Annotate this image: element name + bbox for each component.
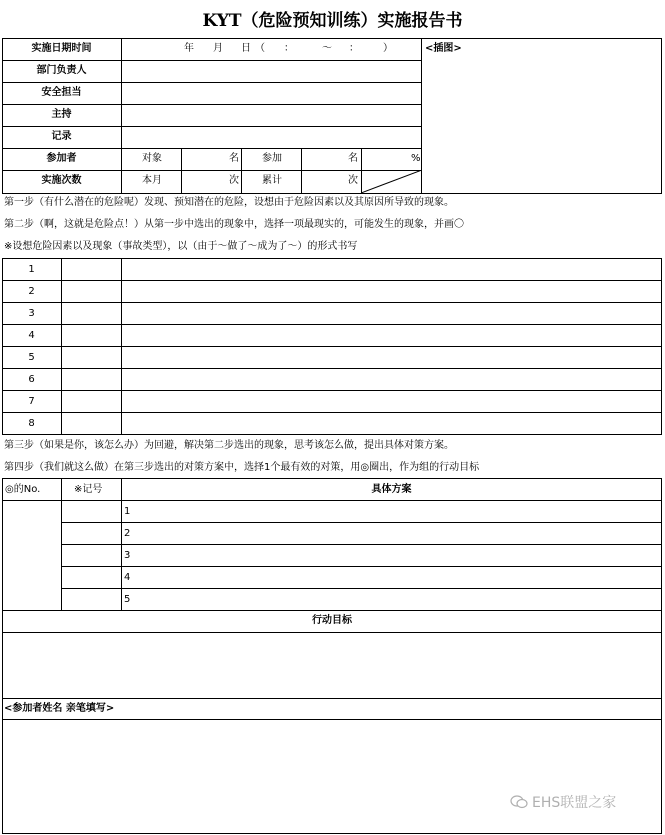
- hazard-row-number: 3: [28, 308, 35, 319]
- safety-officer-label: 安全担当: [41, 87, 82, 98]
- measures-col-mark: ※记号: [74, 484, 103, 495]
- target-label: 对象: [142, 153, 162, 164]
- date-day: 日: [241, 43, 251, 54]
- step2-note: ※设想危险因素以及现象（事故类型），以（由于～做了～成为了～）的形式书写: [4, 241, 358, 252]
- this-month-label: 本月: [142, 175, 162, 186]
- date-month: 月: [213, 43, 223, 54]
- report-title: KYT（危险预知训练）实施报告书: [202, 11, 463, 31]
- step2-text: 第二步（啊，这就是危险点！）从第一步中选出的现象中，选择一项最现实的，可能发生的现象，并画〇: [4, 219, 464, 230]
- watermark: [510, 792, 616, 812]
- measures-col-plan: 具体方案: [371, 484, 412, 495]
- dept-head-label: 部门负责人: [36, 65, 87, 76]
- measure-row-number: 5: [124, 594, 131, 605]
- illustration-label: <插图>: [425, 43, 462, 54]
- hazard-row-number: 8: [28, 418, 35, 429]
- signature-label: <参加者姓名 亲笔填写>: [4, 703, 115, 714]
- times-unit-2: 次: [348, 175, 358, 186]
- record-label: 记录: [51, 131, 72, 142]
- date-paren-close: ）: [383, 43, 393, 54]
- date-colon-1: ：: [284, 43, 294, 54]
- date-year: 年: [184, 43, 194, 54]
- participants-label: 参加者: [46, 153, 77, 164]
- step3-text: 第三步（如果是你，该怎么办）为回避，解决第二步选出的现象，思考该怎么做，提出具体对策方案。: [4, 440, 454, 451]
- date-label: 实施日期时间: [31, 43, 92, 54]
- host-label: 主持: [51, 109, 72, 120]
- step1-text: 第一步（有什么潜在的危险呢）发现、预知潜在的危险，设想由于危险因素以及其原因所导致的现象。: [4, 197, 454, 208]
- hazard-row-number: 4: [28, 330, 35, 341]
- measure-row-number: 2: [124, 528, 131, 539]
- attend-label: 参加: [262, 153, 282, 164]
- hazard-row-number: 6: [28, 374, 35, 385]
- person-unit-1: 名: [229, 153, 239, 164]
- percent-sign: %: [411, 153, 421, 164]
- chat-bubble-icon: [510, 795, 528, 809]
- measure-row-number: 3: [124, 550, 131, 561]
- measure-row-number: 1: [124, 506, 131, 517]
- date-tilde: ～: [322, 43, 332, 54]
- date-paren-open: （: [255, 43, 265, 54]
- cumulative-label: 累计: [262, 175, 282, 186]
- watermark-text: EHS联盟之家: [532, 795, 617, 811]
- hazard-row-number: 7: [28, 396, 35, 407]
- action-goal-label: 行动目标: [312, 615, 352, 626]
- diagonal-strike: [361, 170, 422, 193]
- hazard-row-number: 1: [28, 264, 35, 275]
- measure-row-number: 4: [124, 572, 131, 583]
- count-label: 实施次数: [41, 175, 82, 186]
- hazard-row-number: 5: [28, 352, 35, 363]
- measures-col-no: ◎的No.: [5, 484, 41, 495]
- person-unit-2: 名: [348, 153, 358, 164]
- times-unit-1: 次: [229, 175, 239, 186]
- date-colon-2: ：: [349, 43, 359, 54]
- hazard-row-number: 2: [28, 286, 35, 297]
- step4-text: 第四步（我们就这么做）在第三步选出的对策方案中，选择1个最有效的对策，用◎圈出，作为组的行动目标: [4, 462, 480, 473]
